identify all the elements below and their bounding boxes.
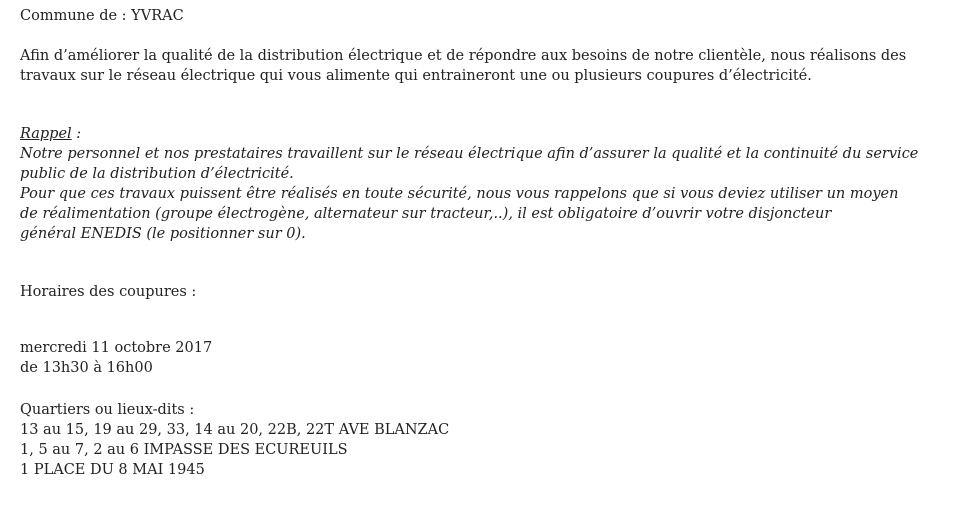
commune-heading: Commune de : YVRAC	[20, 8, 184, 24]
schedule-time: de 13h30 à 16h00	[20, 360, 153, 376]
horaires-label: Horaires des coupures :	[20, 284, 197, 300]
quartier-item: 1 PLACE DU 8 MAI 1945	[20, 462, 205, 478]
rappel-line: Notre personnel et nos prestataires travaillent sur le réseau électrique afin d’assurer la qualité et la continuité du service	[20, 146, 919, 162]
rappel-line: de réalimentation (groupe électrogène, alternateur sur tracteur,..), il est obligatoire d’ouvrir votre disjoncteur	[20, 206, 832, 222]
quartier-item: 13 au 15, 19 au 29, 33, 14 au 20, 22B, 22T AVE BLANZAC	[20, 422, 450, 438]
quartiers-section	[20, 400, 955, 480]
rappel-line: Pour que ces travaux puissent être réalisés en toute sécurité, nous vous rappelons que si vous deviez utiliser un moyen	[20, 186, 899, 202]
notice-document	[20, 6, 955, 480]
quartiers-label: Quartiers ou lieux-dits :	[20, 402, 195, 418]
quartier-item: 1, 5 au 7, 2 au 6 IMPASSE DES ECUREUILS	[20, 442, 348, 458]
schedule-date: mercredi 11 octobre 2017	[20, 340, 213, 356]
schedule-block	[20, 338, 955, 378]
rappel-section	[20, 124, 955, 244]
intro-paragraph	[20, 46, 955, 86]
rappel-heading	[20, 124, 955, 144]
rappel-line: public de la distribution d’électricité.	[20, 166, 294, 182]
intro-line: Afin d’améliorer la qualité de la distribution électrique et de répondre aux besoins de notre clientèle, nous réalisons des	[20, 48, 907, 64]
rappel-line: général ENEDIS (le positionner sur 0).	[20, 226, 306, 242]
rappel-title: Rappel	[20, 126, 72, 142]
intro-line: travaux sur le réseau électrique qui vous alimente qui entraineront une ou plusieurs coupures d’électricité.	[20, 68, 812, 84]
rappel-colon: :	[71, 126, 82, 142]
